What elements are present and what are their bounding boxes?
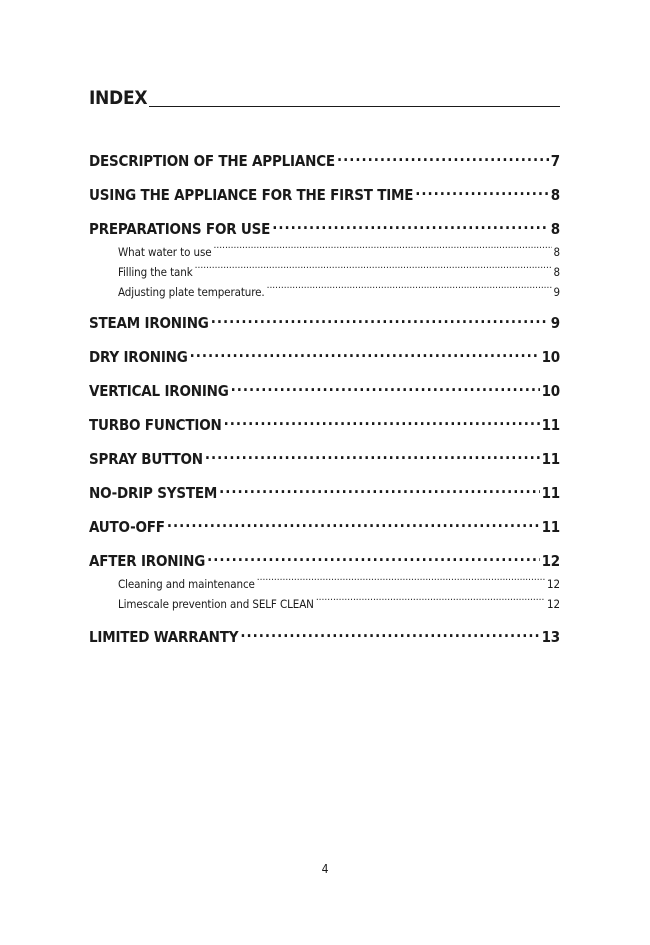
header-rule xyxy=(89,106,560,107)
toc-entry-label: NO-DRIP SYSTEM xyxy=(89,484,218,502)
dot-leader xyxy=(211,308,549,328)
toc-entry-page: 9 xyxy=(550,314,560,332)
dot-leader xyxy=(224,410,540,430)
toc-entry-page: 12 xyxy=(541,552,560,570)
dot-leader xyxy=(214,236,552,256)
toc-subentry-page: 12 xyxy=(547,577,560,591)
toc-entry-page: 11 xyxy=(541,450,560,468)
toc-entry-page: 10 xyxy=(541,348,560,366)
dot-leader xyxy=(167,512,540,532)
toc-entry-page: 11 xyxy=(541,416,560,434)
dot-leader xyxy=(272,214,549,234)
dot-leader xyxy=(316,588,545,608)
toc-subentry-label: Cleaning and maintenance xyxy=(118,577,255,591)
toc-subentry-page: 8 xyxy=(553,245,560,259)
toc-entry-label: TURBO FUNCTION xyxy=(89,416,222,434)
toc-entry-page: 13 xyxy=(541,628,560,646)
toc-entry-page: 10 xyxy=(541,382,560,400)
toc-subentry-label: Filling the tank xyxy=(118,265,193,279)
toc-entry-label: AUTO-OFF xyxy=(89,518,165,536)
page-number: 4 xyxy=(321,862,329,876)
toc-entry-label: AFTER IRONING xyxy=(89,552,206,570)
dot-leader xyxy=(257,568,545,588)
toc-subentry xyxy=(89,276,560,302)
toc-entry-label: USING THE APPLIANCE FOR THE FIRST TIME xyxy=(89,186,414,204)
toc-subentry-label: Adjusting plate temperature. xyxy=(118,285,265,299)
toc-entry xyxy=(89,410,560,435)
dot-leader xyxy=(240,622,539,642)
dot-leader xyxy=(219,478,539,498)
toc-entry xyxy=(89,622,560,647)
index-title: INDEX xyxy=(89,87,148,109)
toc-subentry-label: What water to use xyxy=(118,245,212,259)
toc-entry-label: LIMITED WARRANTY xyxy=(89,628,239,646)
toc-subentry-page: 12 xyxy=(547,597,560,611)
toc-subentry xyxy=(89,588,560,614)
toc-entry xyxy=(89,308,560,333)
index-header xyxy=(89,88,560,110)
toc-subentry-page: 9 xyxy=(553,285,560,299)
toc-entry xyxy=(89,180,560,205)
toc-entry-label: PREPARATIONS FOR USE xyxy=(89,220,271,238)
toc-entry xyxy=(89,478,560,503)
toc-entry-page: 11 xyxy=(541,518,560,536)
toc-entry xyxy=(89,512,560,537)
toc-entry xyxy=(89,146,560,171)
toc-subentry-page: 8 xyxy=(553,265,560,279)
dot-leader xyxy=(231,376,540,396)
toc-entry-label: SPRAY BUTTON xyxy=(89,450,203,468)
dot-leader xyxy=(207,546,539,566)
toc-subentry-label: Limescale prevention and SELF CLEAN xyxy=(118,597,314,611)
toc-entry-label: STEAM IRONING xyxy=(89,314,209,332)
toc-entry xyxy=(89,376,560,401)
dot-leader xyxy=(415,180,549,200)
dot-leader xyxy=(205,444,540,464)
dot-leader xyxy=(195,256,552,276)
toc-entry-label: DESCRIPTION OF THE APPLIANCE xyxy=(89,152,335,170)
toc-entry-page: 8 xyxy=(550,220,560,238)
dot-leader xyxy=(190,342,540,362)
toc-entry-label: DRY IRONING xyxy=(89,348,188,366)
toc-entry-page: 11 xyxy=(541,484,560,502)
index-page xyxy=(89,87,560,646)
dot-leader xyxy=(267,276,552,296)
toc-entry xyxy=(89,444,560,469)
toc-entry xyxy=(89,342,560,367)
toc-entry-label: VERTICAL IRONING xyxy=(89,382,229,400)
toc-entry-page: 7 xyxy=(550,152,560,170)
toc-entry-page: 8 xyxy=(550,186,560,204)
dot-leader xyxy=(337,146,549,166)
